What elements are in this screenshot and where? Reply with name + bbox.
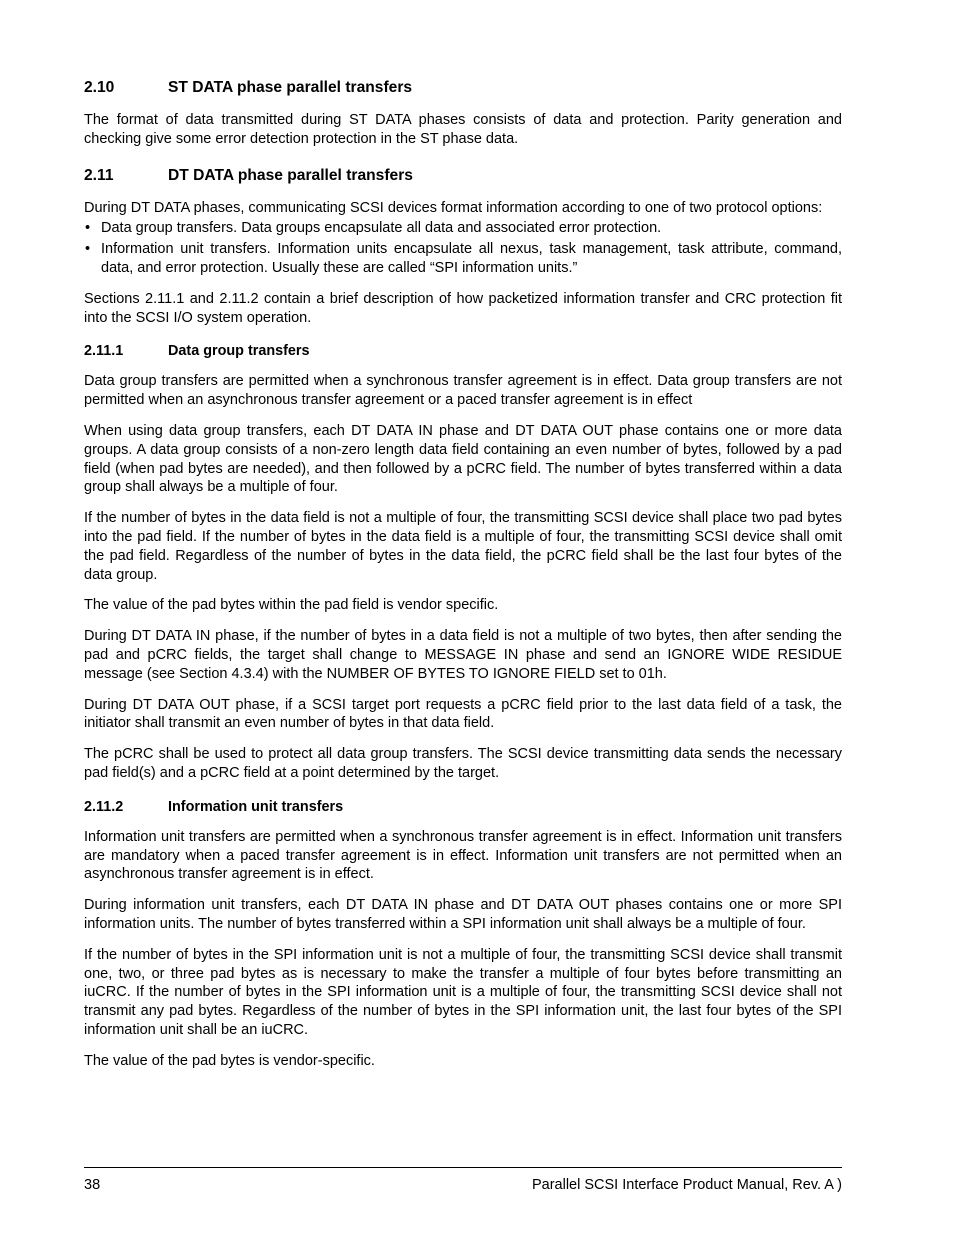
bullet-icon: • <box>85 241 91 258</box>
list-item <box>84 240 842 278</box>
section-heading-2-11-1 <box>84 342 842 361</box>
page-content <box>84 78 842 1070</box>
list-item <box>84 219 842 238</box>
paragraph: During DT DATA OUT phase, if a SCSI target port requests a pCRC field prior to the last data field of a task, the initiator shall transmit an even number of bytes in that data field. <box>84 696 842 732</box>
paragraph: During information unit transfers, each DT DATA IN phase and DT DATA OUT phases contains one or more SPI information units. The number of bytes transferred within a SPI information unit shall always be a multiple of four. <box>84 897 842 932</box>
page-footer <box>84 1176 842 1194</box>
section-number: 2.10 <box>84 79 115 96</box>
paragraph: The pCRC shall be used to protect all data group transfers. The SCSI device transmitting data sends the necessary pad field(s) and a pCRC field at a point determined by the target. <box>84 746 842 781</box>
manual-title: Parallel SCSI Interface Product Manual, Rev. A ) <box>531 1177 842 1193</box>
section-number: 2.11.1 <box>84 343 124 360</box>
footer-divider <box>84 1167 842 1168</box>
section-number: 2.11.2 <box>84 798 124 815</box>
paragraph: The value of the pad bytes is vendor-specific. <box>84 1052 375 1069</box>
section-heading-2-11-2 <box>84 798 842 817</box>
section-number: 2.11 <box>84 166 114 184</box>
paragraph: During DT DATA IN phase, if the number of bytes in a data field is not a multiple of two bytes, then after sending the pad and pCRC fields, the target shall change to MESSAGE IN phase and send an IGNORE WIDE RESIDUE message (see Section 4.3.4) with the NUMBER OF BYTES TO IGNORE FIELD set to 01h. <box>84 628 842 682</box>
bullet-list <box>84 219 842 277</box>
section-title: DT DATA phase parallel transfers <box>168 166 413 184</box>
section-title: Data group transfers <box>168 343 310 360</box>
paragraph: During DT DATA phases, communicating SCSI devices format information according to one of two protocol options: <box>84 199 823 216</box>
paragraph: Information unit transfers are permitted when a synchronous transfer agreement is in effect. Information unit transfers are mandatory when a paced transfer agreement is in effect. Information unit transfers are not permitted when an asynchronous transfer agreement is in effect. <box>84 828 842 883</box>
paragraph: The format of data transmitted during ST DATA phases consists of data and protection. Parity generation and checking give some error detection protection in the ST phase data. <box>84 112 842 147</box>
section-heading-2-11 <box>84 166 842 186</box>
paragraph: Sections 2.11.1 and 2.11.2 contain a brief description of how packetized information transfer and CRC protection fit into the SCSI I/O system operation. <box>84 290 842 326</box>
page-number: 38 <box>84 1177 101 1193</box>
list-item-text: Information unit transfers. Information units encapsulate all nexus, task management, task attribute, command, data, and error protection. Usually these are called “SPI information units.” <box>101 241 842 276</box>
paragraph: Data group transfers are permitted when a synchronous transfer agreement is in effect. Data group transfers are not permitted when an asynchronous transfer agreement or a paced transfer agreement is in effect <box>84 373 842 409</box>
paragraph: The value of the pad bytes within the pad field is vendor specific. <box>84 597 499 614</box>
paragraph: When using data group transfers, each DT DATA IN phase and DT DATA OUT phase contains one or more data groups. A data group consists of a non-zero length data field containing an even number of bytes, followed by a pad field (when pad bytes are needed), and then followed by a pCRC field. The number of bytes transferred within a data group shall always be a multiple of four. <box>84 422 842 496</box>
section-heading-2-10 <box>84 78 842 98</box>
section-title: Information unit transfers <box>168 798 344 815</box>
section-title: ST DATA phase parallel transfers <box>168 79 413 96</box>
paragraph: If the number of bytes in the SPI information unit is not a multiple of four, the transmitting SCSI device shall transmit one, two, or three pad bytes as is necessary to make the transfer a multiple of four bytes before transmitting an iuCRC. If the number of bytes in the SPI information unit is a multiple of four, the transmitting SCSI device shall not transmit any pad bytes. Regardless of the number of bytes in the SPI information unit, the last four bytes of the SPI information unit shall be an iuCRC. <box>84 946 842 1038</box>
paragraph: If the number of bytes in the data field is not a multiple of four, the transmitting SCSI device shall place two pad bytes into the pad field. If the number of bytes in the data field is a multiple of four, the transmitting SCSI device shall omit the pad field. Regardless of the number of bytes in the data field, the pCRC field shall be the last four bytes of the data group. <box>84 510 842 583</box>
list-item-text: Data group transfers. Data groups encapsulate all data and associated error protection. <box>101 220 662 237</box>
bullet-icon: • <box>85 220 91 237</box>
